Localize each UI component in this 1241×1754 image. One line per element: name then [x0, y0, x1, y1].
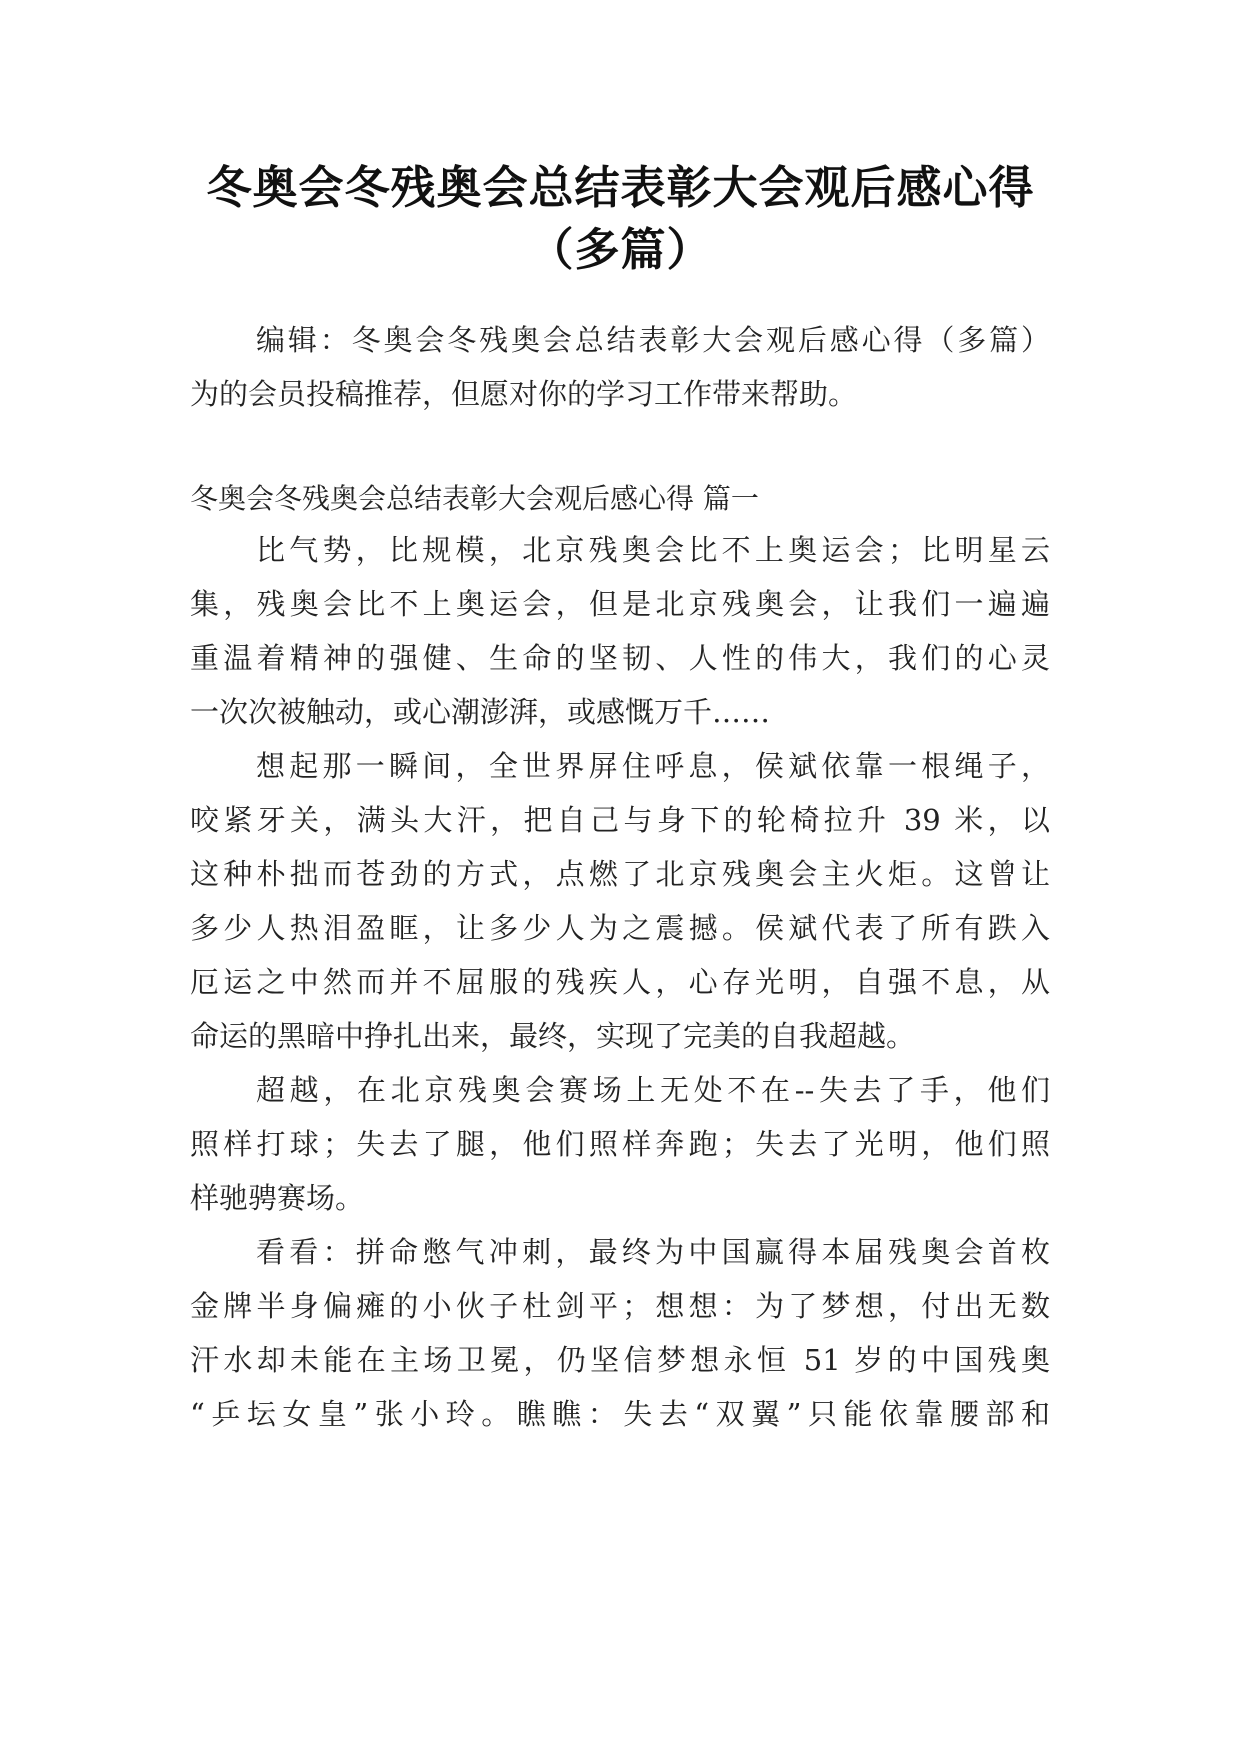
paragraph-line: 重温着精神的强健、生命的坚韧、人性的伟大，我们的心灵 [190, 641, 1050, 675]
paragraph-line: 命运的黑暗中挣扎出来，最终，实现了完美的自我超越。 [190, 1019, 916, 1053]
paragraph-line: 一次次被触动，或心潮澎湃，或感慨万千…… [190, 695, 771, 729]
paragraph-line: 想起那一瞬间，全世界屏住呼息，侯斌依靠一根绳子， [256, 749, 1050, 783]
paragraph-line: 多少人热泪盈眶，让多少人为之震撼。侯斌代表了所有跌入 [190, 911, 1050, 945]
paragraph-line: 汗水却未能在主场卫冕，仍坚信梦想永恒 51 岁的中国残奥 [190, 1343, 1050, 1377]
editor-note-line-1: 编辑：冬奥会冬残奥会总结表彰大会观后感心得（多篇） [256, 323, 1050, 357]
paragraph-line: 厄运之中然而并不屈服的残疾人，心存光明，自强不息，从 [190, 965, 1050, 999]
paragraph-line: 集，残奥会比不上奥运会，但是北京残奥会，让我们一遍遍 [190, 587, 1050, 621]
paragraph-line: 样驰骋赛场。 [190, 1181, 365, 1215]
document-title-line-1: 冬奥会冬残奥会总结表彰大会观后感心得 [206, 161, 1035, 214]
editor-note-line-2: 为的会员投稿推荐，但愿对你的学习工作带来帮助。 [190, 377, 858, 411]
paragraph-line: 金牌半身偏瘫的小伙子杜剑平；想想：为了梦想，付出无数 [190, 1289, 1050, 1323]
paragraph-line: 这种朴拙而苍劲的方式，点燃了北京残奥会主火炬。这曾让 [190, 857, 1050, 891]
document-title-line-2: （多篇） [528, 223, 713, 276]
paragraph-line: 照样打球；失去了腿，他们照样奔跑；失去了光明，他们照 [190, 1127, 1050, 1161]
paragraph-line: 超越，在北京残奥会赛场上无处不在--失去了手，他们 [256, 1073, 1050, 1107]
section-heading: 冬奥会冬残奥会总结表彰大会观后感心得 篇一 [190, 482, 759, 515]
paragraph-line: “乒坛女皇”张小玲。瞧瞧：失去“双翼”只能依靠腰部和 [190, 1397, 1050, 1431]
paragraph-line: 比气势，比规模，北京残奥会比不上奥运会；比明星云 [256, 533, 1050, 567]
paragraph-line: 看看：拼命憋气冲刺，最终为中国赢得本届残奥会首枚 [256, 1235, 1050, 1269]
paragraph-line: 咬紧牙关，满头大汗，把自己与身下的轮椅拉升 39 米，以 [190, 803, 1050, 837]
